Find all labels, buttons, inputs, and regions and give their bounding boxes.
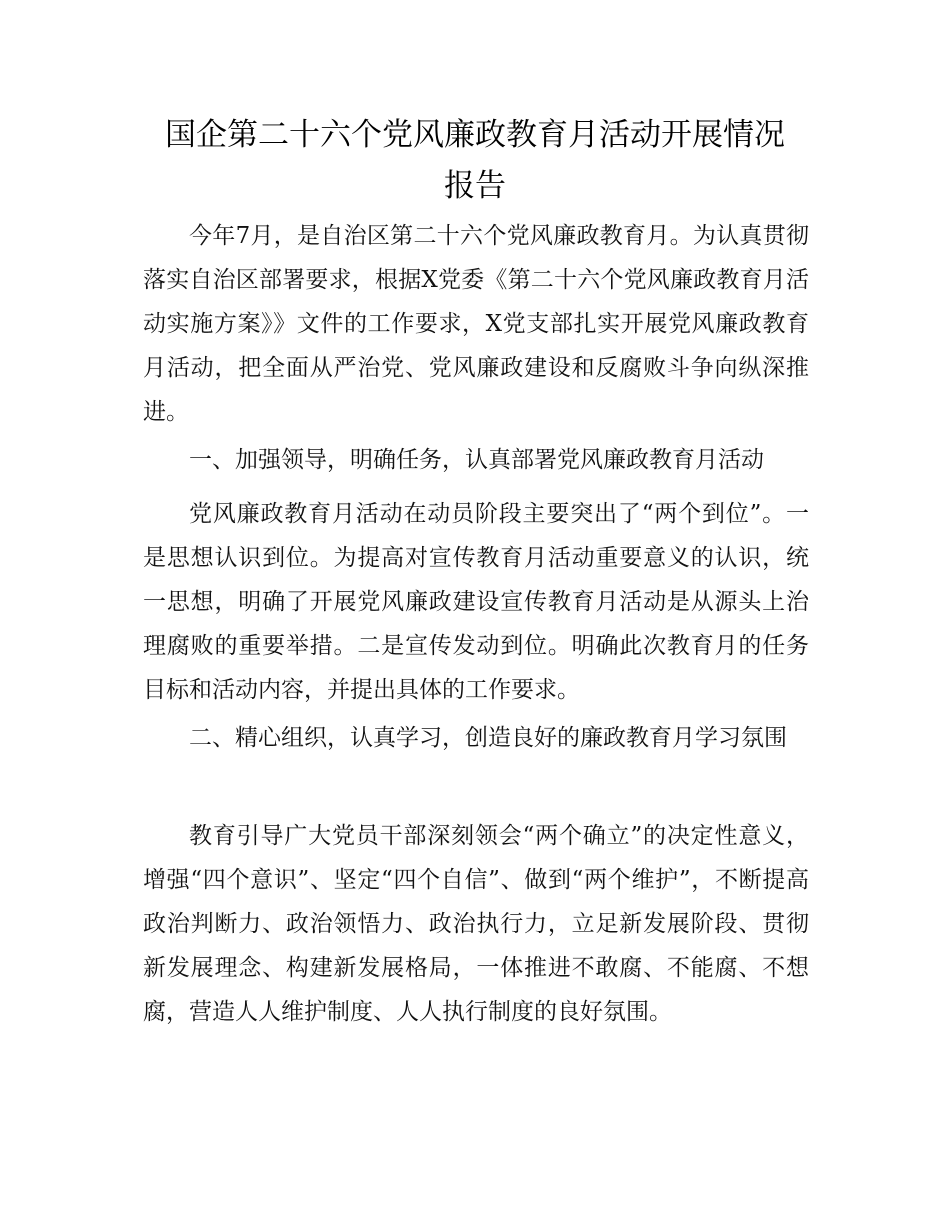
paragraph-section-2: 教育引导广大党员干部深刻领会“两个确立”的决定性意义，增强“四个意识”、坚定“四个自信”、做到“两个维护”，不断提高政治判断力、政治领悟力、政治执行力，立足新发展阶段、贯彻新发展理念、构建新发展格局，一体推进不敢腐、不能腐、不想腐，营造人人维护制度、人人执行制度的良好氛围。 xyxy=(143,823,809,1025)
section-heading-1: 一、加强领导，明确任务，认真部署党风廉政教育月活动 xyxy=(189,447,764,473)
paragraph-section-1: 党风廉政教育月活动在动员阶段主要突出了“两个到位”。一是思想认识到位。为提高对宣传教育月活动重要意义的认识，统一思想，明确了开展党风廉政建设宣传教育月活动是从源头上治理腐败的重要举措。二是宣传发动到位。明确此次教育月的任务目标和活动内容，并提出具体的工作要求。 xyxy=(143,501,809,703)
title-line-1: 国企第二十六个党风廉政教育月活动开展情况 xyxy=(165,117,785,153)
section-heading-2: 二、精心组织，认真学习，创造良好的廉政教育月学习氛围 xyxy=(189,725,787,751)
document-title xyxy=(100,110,850,212)
paragraph-intro: 今年7月，是自治区第二十六个党风廉政教育月。为认真贯彻落实自治区部署要求，根据X党委《第二十六个党风廉政教育月活动实施方案》》文件的工作要求，X党支部扎实开展党风廉政教育月活动，把全面从严治党、党风廉政建设和反腐败斗争向纵深推进。 xyxy=(143,223,809,425)
title-line-2: 报告 xyxy=(444,168,506,204)
